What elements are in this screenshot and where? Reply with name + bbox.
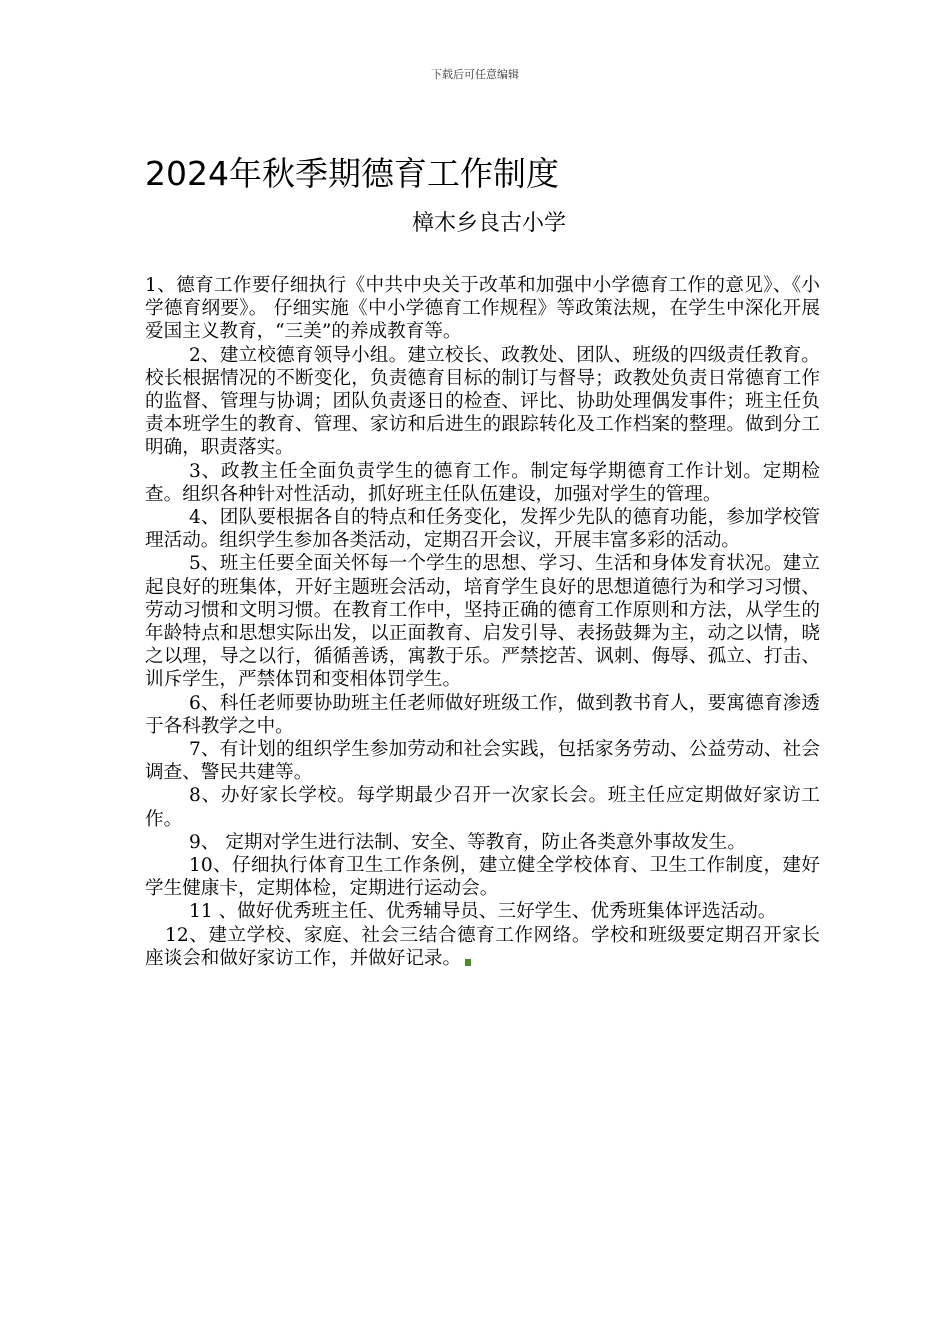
- paragraph-8: 8、办好家长学校。每学期最少召开一次家长会。班主任应定期做好家访工作。: [145, 785, 820, 830]
- paragraph-5: 5、班主任要全面关怀每一个学生的思想、学习、生活和身体发育状况。建立起良好的班集体，开好主题班会活动，培育学生良好的思想道德行为和学习习惯、劳动习惯和文明习惯。在教育工作中，坚持正确的德育工作原则和方法，从学生的年龄特点和思想实际出发，以正面教育、启发引导、表扬鼓舞为主，动之以情，晓之以理，导之以行，循循善诱，寓教于乐。严禁挖苦、讽刺、侮辱、孤立、打击、训斥学生，严禁体罚和变相体罚学生。: [145, 553, 820, 691]
- paragraph-3: 3、政教主任全面负责学生的德育工作。制定每学期德育工作计划。定期检查。组织各种针对性活动，抓好班主任队伍建设，加强对学生的管理。: [145, 460, 820, 505]
- paragraph-12-text: 12、建立学校、家庭、社会三结合德育工作网络。学校和班级要定期召开家长座谈会和做好家访工作，并做好记录。: [145, 924, 820, 969]
- document-body: [145, 274, 820, 970]
- paragraph-4: 4、团队要根据各自的特点和任务变化，发挥少先队的德育功能，参加学校管理活动。组织学生参加各类活动，定期召开会议，开展丰富多彩的活动。: [145, 507, 820, 552]
- document-title: 2024年秋季期德育工作制度: [145, 154, 559, 193]
- paragraph-1: 1、德育工作要仔细执行《中共中央关于改革和加强中小学德育工作的意见》、《小学德育纲要》。 仔细实施《中小学德育工作规程》等政策法规，在学生中深化开展爱国主义教育，“三美”的养成教育等。: [145, 275, 820, 343]
- paragraph-12: [145, 924, 820, 970]
- page-header-note: 下载后可任意编辑: [431, 68, 519, 81]
- paragraph-11: 11 、做好优秀班主任、优秀辅导员、三好学生、优秀班集体评选活动。: [189, 901, 777, 923]
- paragraph-9: 9、 定期对学生进行法制、安全、等教育，防止各类意外事故发生。: [189, 831, 746, 853]
- paragraph-6: 6、科任老师要协助班主任老师做好班级工作，做到教书育人，要寓德育渗透于各科教学之中。: [145, 692, 820, 737]
- paragraph-2: 2、建立校德育领导小组。建立校长、政教处、团队、班级的四级责任教育。校长根据情况的不断变化，负责德育目标的制订与督导；政教处负责日常德育工作的监督、管理与协调；团队负责逐日的检查、评比、协助处理偶发事件；班主任负责本班学生的教育、管理、家访和后进生的跟踪转化及工作档案的整理。做到分工明确，职责落实。: [145, 344, 820, 459]
- paragraph-7: 7、有计划的组织学生参加劳动和社会实践，包括家务劳动、公益劳动、社会调查、警民共建等。: [145, 739, 820, 784]
- end-marker-icon: [465, 959, 471, 966]
- document-author: 樟木乡良古小学: [412, 211, 567, 236]
- paragraph-10: 10、仔细执行体育卫生工作条例，建立健全学校体育、卫生工作制度，建好学生健康卡，定期体检，定期进行运动会。: [145, 855, 820, 900]
